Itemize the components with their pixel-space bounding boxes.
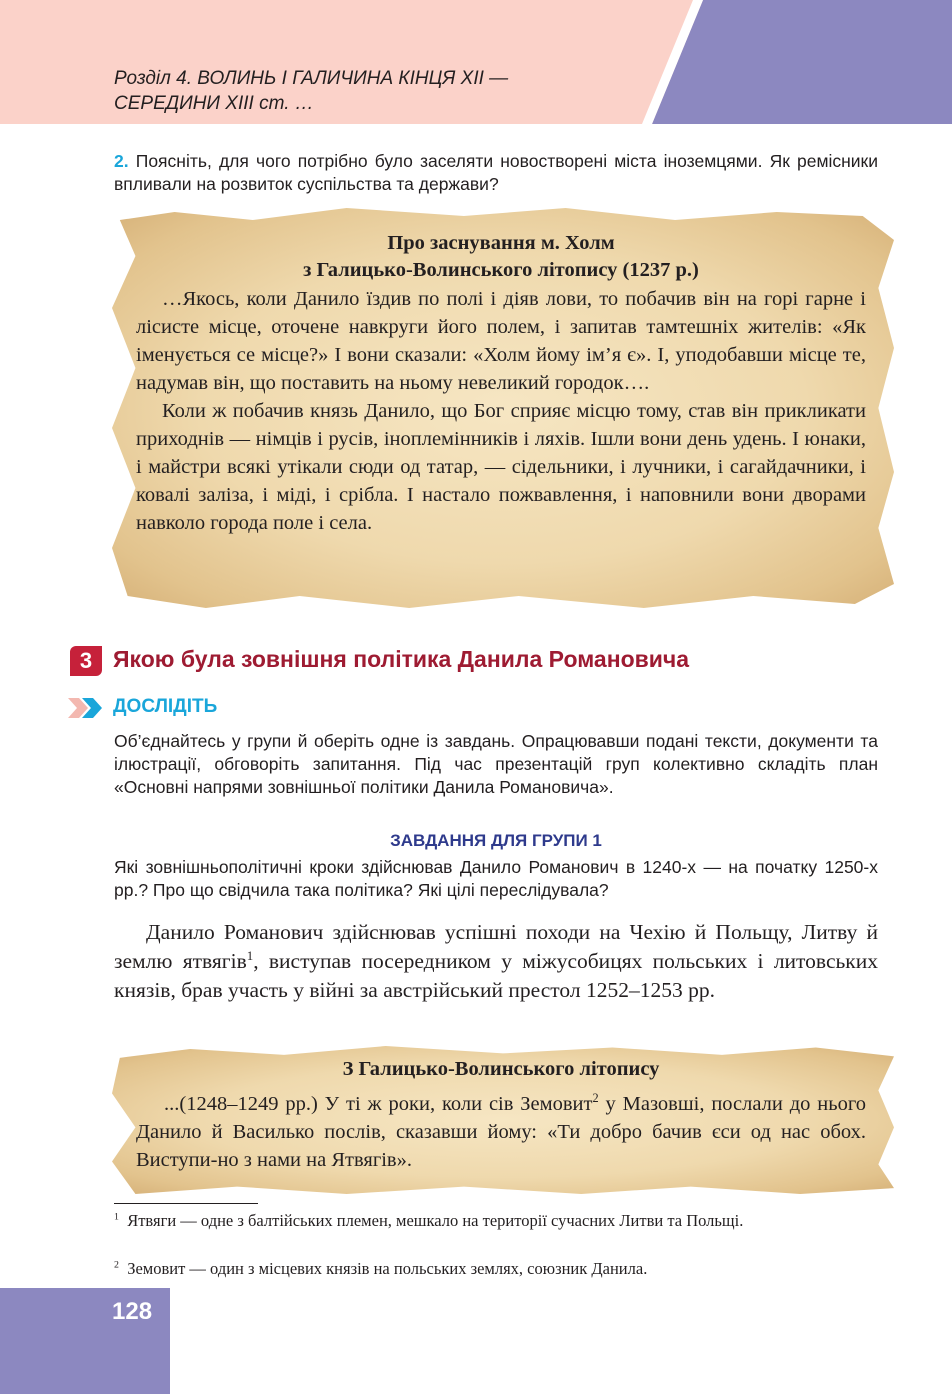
footnote-ref-2: 2 bbox=[592, 1091, 599, 1106]
chapter-title-line2: СЕРЕДИНИ ХІІІ ст. … bbox=[114, 93, 314, 114]
footnote-1-mark: 1 bbox=[114, 1211, 119, 1223]
source-1-title-line1: Про заснування м. Холм bbox=[387, 232, 615, 254]
task-question: Які зовнішньополітичні кроки здійснював Данило Романович в 1240-х — на початку 1250-х рр.? Про що свідчила така політика? Які цілі переслідувала? bbox=[114, 857, 878, 900]
chapter-title bbox=[114, 66, 634, 116]
chevron-arrow-icon bbox=[68, 698, 104, 718]
footnote-2 bbox=[114, 1258, 878, 1280]
chapter-title-line1: Розділ 4. ВОЛИНЬ І ГАЛИЧИНА КІНЦЯ ХІІ — bbox=[114, 68, 509, 89]
task-heading: ЗАВДАННЯ ДЛЯ ГРУПИ 1 bbox=[390, 831, 602, 850]
footnote-ref-1: 1 bbox=[246, 948, 254, 963]
source-1-paragraph-1: …Якось, коли Данило їздив по полі і діяв лови, то побачив він на горі гарне і лісисте місце, оточене навкруги його полем, і запитав тамтешніх жителів: «Як іменується се місце?» І вони сказали: «Холм йому ім’я є». І, уподобавши місце те, надумав він, що поставить на ньому невеликий городок…. bbox=[136, 288, 866, 394]
question-number: 2. bbox=[114, 151, 129, 171]
explore-heading: ДОСЛІДІТЬ bbox=[113, 696, 218, 717]
source-2-text-part-2: у Мазовші, послали до нього Данило й Василько послів, сказавши йому: «Ти добро бачив єси од нас обох. Виступи-но з нами на Ятвягів». bbox=[136, 1093, 866, 1171]
main-text-part-1: Данило Романович здійснював успішні походи на Чехію й Польщу, Литву й землю ятвягів bbox=[114, 920, 878, 973]
source-1-paragraph-2: Коли ж побачив князь Данило, що Бог сприяє місцю тому, став він прикликати приходнів — німців і русів, іноплемінників і ляхів. Ішли вони день удень. І юнаки, і майстри всякі утікали сюди од татар, — сідельники, і лучники, і сагайдачники, і ковалі заліза, і міді, і срібла. І настало пожвавлення, і наповнили вони дворами навколо города поле і села. bbox=[136, 400, 866, 534]
source-1-title bbox=[136, 230, 866, 284]
section-number-badge: 3 bbox=[70, 646, 102, 676]
source-2-title: З Галицько-Волинського літопису bbox=[342, 1058, 660, 1080]
footnote-2-text: Земовит — один з місцевих князів на польських землях, союзник Данила. bbox=[127, 1259, 648, 1278]
footnote-divider bbox=[114, 1203, 258, 1204]
main-paragraph bbox=[114, 918, 878, 1005]
main-text-part-2: , виступав посередником у міжусобицях польських і литовських князів, брав участь у війні за австрійський престол 1252–1253 рр. bbox=[114, 949, 878, 1002]
explore-intro: Об’єднайтесь у групи й оберіть одне із завдань. Опрацювавши подані тексти, документи та ілюстрації, обговоріть запитання. Під час презентацій груп колективно складіть план «Основні напрями зовнішньої політики Данила Романовича». bbox=[114, 731, 878, 797]
footnote-1 bbox=[114, 1210, 878, 1232]
footnote-2-mark: 2 bbox=[114, 1259, 119, 1271]
source-2-text-part-1: ...(1248–1249 рр.) У ті ж роки, коли сів Земовит bbox=[164, 1093, 593, 1115]
footnote-1-text: Ятвяги — одне з балтійських племен, мешкало на території сучасних Литви та Польщі. bbox=[127, 1211, 744, 1230]
question-text: Поясніть, для чого потрібно було заселяти новостворені міста іноземцями. Як ремісники впливали на розвиток суспільства та держави? bbox=[114, 151, 878, 194]
question-2 bbox=[114, 150, 878, 196]
section-title: Якою була зовнішня політика Данила Романовича bbox=[113, 646, 690, 672]
source-1-text bbox=[136, 285, 866, 537]
source-1-title-line2: з Галицько-Волинського літопису (1237 р.) bbox=[303, 259, 699, 281]
page-number: 128 bbox=[112, 1298, 153, 1325]
source-2-text bbox=[136, 1090, 866, 1174]
